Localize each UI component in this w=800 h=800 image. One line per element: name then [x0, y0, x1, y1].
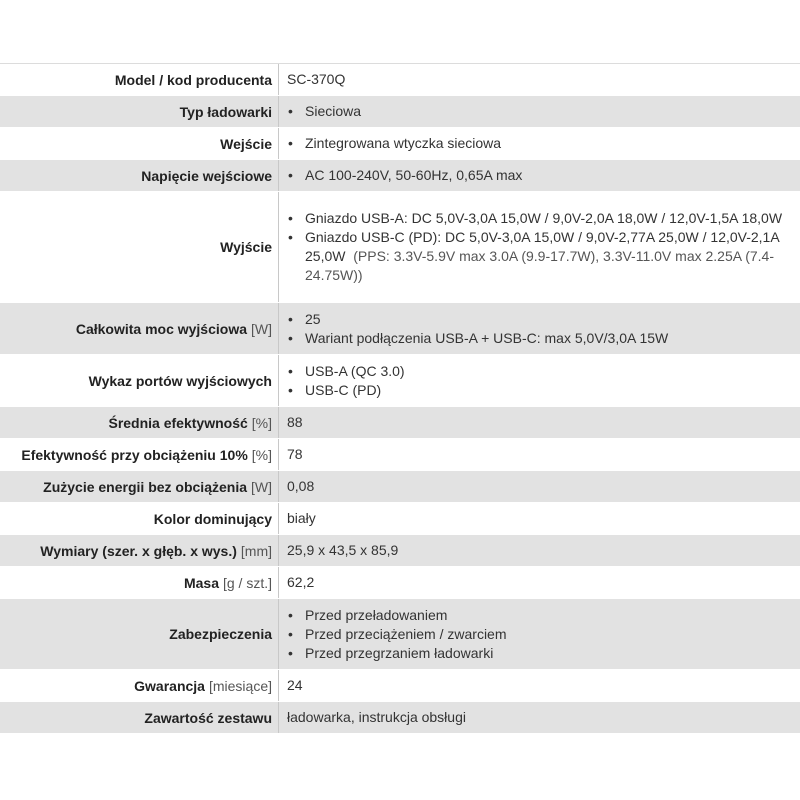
spec-row-package-contents [0, 702, 800, 734]
spec-row-output [0, 192, 800, 303]
spec-row-output-ports [0, 355, 800, 407]
list-item: • Przed przegrzaniem ładowarki [287, 644, 507, 663]
list-item: • Zintegrowana wtyczka sieciowa [287, 134, 501, 153]
list-item: • Wariant podłączenia USB-A + USB-C: max 5,0V/3,0A 15W [287, 329, 668, 348]
spec-label: Masa [g / szt.] [0, 567, 279, 598]
list-item: • USB-C (PD) [287, 381, 405, 400]
spec-table [0, 63, 800, 734]
list-item: • 25 [287, 310, 668, 329]
spec-value [279, 96, 800, 127]
spec-value: 62,2 [287, 574, 315, 590]
spec-label: Wejście [0, 128, 279, 159]
spec-value: ładowarka, instrukcja obsługi [287, 709, 466, 725]
spec-row-color [0, 503, 800, 535]
spec-row-weight [0, 567, 800, 599]
spec-label: Całkowita moc wyjściowa [W] [0, 303, 279, 354]
spec-label: Zawartość zestawu [0, 702, 279, 733]
spec-row-average-efficiency [0, 407, 800, 439]
spec-value: 78 [287, 446, 303, 462]
list-item: • Gniazdo USB-C (PD): DC 5,0V-3,0A 15,0W / 9,0V-2,77A 25,0W / 12,0V-2,1A 25,0W (PPS: 3.3V-5.9V max 3.0A (9.9-17.7W), 3.3V-11.0V max 2.25A (7.4-24.75W)) [287, 228, 790, 285]
list-item: • AC 100-240V, 50-60Hz, 0,65A max [287, 166, 522, 185]
list-item: • Sieciowa [287, 102, 361, 121]
spec-label: Zużycie energii bez obciążenia [W] [0, 471, 279, 502]
list-item: • Gniazdo USB-A: DC 5,0V-3,0A 15,0W / 9,0V-2,0A 18,0W / 12,0V-1,5A 18,0W [287, 209, 790, 228]
spec-value: SC-370Q [287, 71, 346, 87]
spec-label: Model / kod producenta [0, 64, 279, 95]
spec-value [279, 303, 800, 354]
spec-value [279, 128, 800, 159]
spec-label: Wymiary (szer. x głęb. x wys.) [mm] [0, 535, 279, 566]
list-item: • Przed przeciążeniem / zwarciem [287, 625, 507, 644]
spec-label: Wyjście [0, 192, 279, 302]
spec-row-input-voltage [0, 160, 800, 192]
spec-value: 25,9 x 43,5 x 85,9 [287, 542, 399, 558]
spec-row-efficiency-10 [0, 439, 800, 471]
spec-label: Efektywność przy obciążeniu 10% [%] [0, 439, 279, 470]
spec-row-warranty [0, 670, 800, 702]
spec-label: Kolor dominujący [0, 503, 279, 534]
spec-value: 88 [287, 414, 303, 430]
spec-label: Gwarancja [miesiące] [0, 670, 279, 701]
list-item: • USB-A (QC 3.0) [287, 362, 405, 381]
spec-row-charger-type [0, 96, 800, 128]
spec-row-total-output-power [0, 303, 800, 355]
spec-label: Zabezpieczenia [0, 599, 279, 669]
spec-label: Napięcie wejściowe [0, 160, 279, 191]
list-item: • Przed przeładowaniem [287, 606, 507, 625]
spec-row-input [0, 128, 800, 160]
spec-label: Typ ładowarki [0, 96, 279, 127]
spec-label: Średnia efektywność [%] [0, 407, 279, 438]
spec-value: 0,08 [287, 478, 315, 494]
spec-row-model [0, 64, 800, 96]
spec-row-dimensions [0, 535, 800, 567]
pps-note: (PPS: 3.3V-5.9V max 3.0A (9.9-17.7W), 3.3V-11.0V max 2.25A (7.4-24.75W)) [305, 248, 774, 283]
spec-value [279, 599, 800, 669]
spec-row-no-load-consumption [0, 471, 800, 503]
spec-row-protections [0, 599, 800, 670]
spec-value [279, 192, 800, 302]
spec-label: Wykaz portów wyjściowych [0, 355, 279, 406]
spec-value: biały [287, 510, 316, 526]
spec-value: 24 [287, 677, 303, 693]
spec-value [279, 160, 800, 191]
spec-value [279, 355, 800, 406]
